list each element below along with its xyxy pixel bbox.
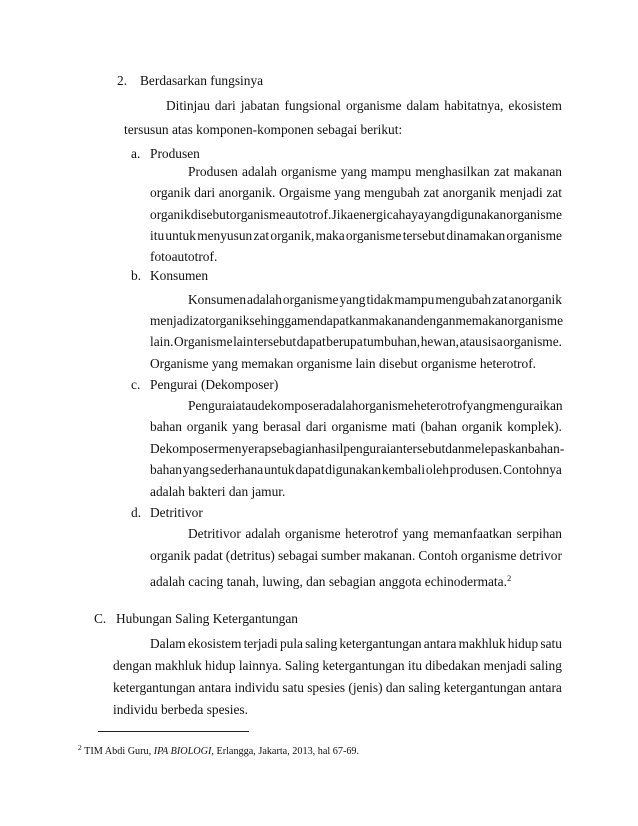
item-d-line-3-wrap [150,570,511,590]
item-a-line-4: itu untuk menyusun zat organik, maka organisme tersebut dinamakan organisme [150,228,562,243]
section-c-line-3: ketergantungan antara individu satu spesies (jenis) dan saling ketergantungan antara [113,680,562,695]
item-d-line-3: adalah cacing tanah, luwing, dan sebagian anggota echinodermata. [150,574,507,589]
item-b-title: Konsumen [150,268,209,283]
item-b-line-4: Organisme yang memakan organisme lain disebut organisme heterotrof. [150,356,537,371]
item-c-title: Pengurai (Dekomposer) [150,377,279,392]
item-b-line-2: menjadi zat organik sehingga mendapatkan makanan dengan memakan organisme [150,313,564,328]
section-c-line-4: individu berbeda spesies. [113,702,248,717]
item-a-line-3: organik disebut organisme autotrof. Jika energi cahaya yang digunakan organisme [150,207,562,222]
section-2-intro-line-2: tersusun atas komponen-komponen sebagai berikut: [124,122,403,137]
item-b-marker: b. [131,268,142,283]
item-d-line-1: Detritivor adalah organisme heterotrof yang memanfaatkan serpihan [188,526,562,541]
section-2-number: 2. [117,73,128,88]
footnote-reference: 2 [506,573,512,583]
item-c-line-5: adalah bakteri dan jamur. [150,484,286,499]
footnote-separator [98,731,249,732]
footnote-number: 2 [78,743,82,752]
item-c-line-2: bahan organik yang berasal dari organisme mati (bahan organik komplek). [150,419,562,434]
item-d-title: Detritivor [150,505,203,520]
section-c-marker: C. [94,611,107,626]
item-a-marker: a. [131,146,141,161]
section-2-intro-line-1: Ditinjau dari jabatan fungsional organisme dalam habitatnya, ekosistem [166,98,562,113]
footnote [78,741,359,758]
item-c-marker: c. [131,377,141,392]
item-c-line-4: bahan yang sederhana untuk dapat digunakan kembali oleh produsen. Contohnya [150,462,562,477]
item-d-marker: d. [131,505,142,520]
footnote-publisher: Erlangga, Jakarta, 2013, hal 67-69. [216,746,360,757]
item-a-line-1: Produsen adalah organisme yang mampu menghasilkan zat makanan [188,164,562,179]
item-b-line-3: lain. Organisme lain tersebut dapat berupa tumbuhan, hewan, atau sisa organisme. [150,334,562,349]
item-c-line-1: Pengurai atau dekomposer adalah organisme heterotrof yang menguraikan [188,398,563,413]
item-a-line-2: organik dari anorganik. Orgaisme yang mengubah zat anorganik menjadi zat [150,185,562,200]
item-a-title: Produsen [150,146,200,161]
section-c-line-1: Dalam ekosistem terjadi pula saling ketergantungan antara makhluk hidup satu [150,636,562,651]
section-2-heading: Berdasarkan fungsinya [140,73,264,88]
item-b-line-1: Konsumen adalah organisme yang tidak mampu mengubah zat anorganik [188,292,562,307]
section-c-line-2: dengan makhluk hidup lainnya. Saling ketergantungan itu dibedakan menjadi saling [113,658,562,673]
section-c-heading: Hubungan Saling Ketergantungan [116,611,298,626]
footnote-author: TIM Abdi Guru, [84,746,152,757]
footnote-title: IPA BIOLOGI, [153,746,214,757]
item-a-line-5: fotoautotrof. [150,249,218,264]
item-d-line-2: organik padat (detritus) sebagai sumber makanan. Contoh organisme detrivor [150,548,562,563]
item-c-line-3: Dekomposer menyerap sebagian hasil penguraian tersebut dan melepaskan bahan- [150,441,565,456]
